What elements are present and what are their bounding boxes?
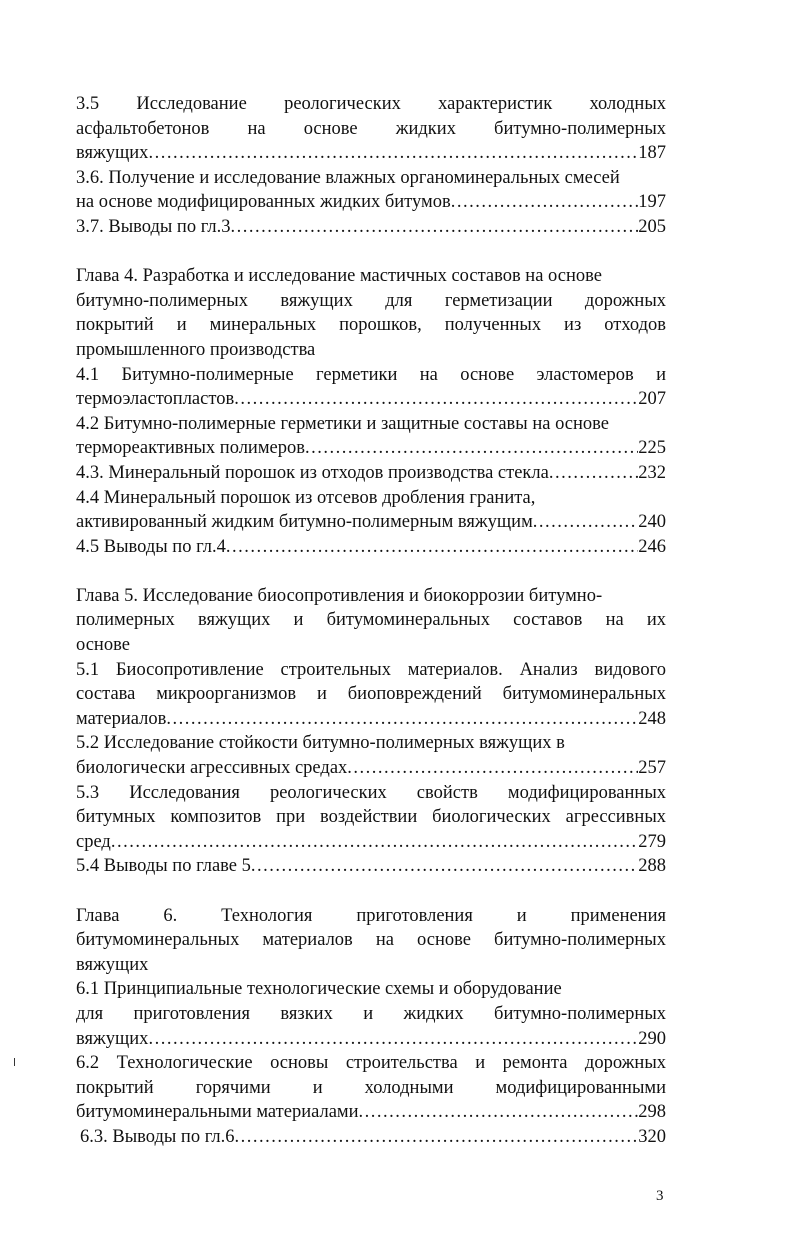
toc-line: 5.3 Исследования реологических свойств модифицированных (76, 782, 666, 803)
scan-mark (14, 1058, 15, 1066)
chapter-5-heading: Глава 5. Исследование биосопротивления и биокоррозии битумно- (76, 585, 603, 606)
dot-leader (533, 510, 638, 535)
toc-entry-text: 3.7. Выводы по гл.3 (76, 216, 231, 237)
toc-line: битумоминеральных материалов на основе битумно-полимерных (76, 930, 666, 951)
toc-entry-4-1 (76, 387, 666, 412)
toc-line: покрытий и минеральных порошков, полученных из отходов (76, 315, 666, 336)
toc-line: для приготовления вязких и жидких битумно-полимерных (76, 1003, 666, 1024)
toc-entry-4-3 (76, 461, 666, 486)
toc-line: 6.2 Технологические основы строительства и ремонта дорожных (76, 1053, 666, 1074)
toc-page-number: 298 (638, 1102, 666, 1123)
toc-page-number: 240 (638, 512, 666, 533)
dot-leader (226, 535, 638, 560)
toc-page-number: 232 (638, 462, 666, 483)
toc-entry-text: термореактивных полимеров (76, 438, 305, 459)
toc-page-number: 257 (638, 758, 666, 779)
toc-page-number: 248 (638, 708, 666, 729)
toc-line: асфальтобетонов на основе жидких битумно-полимерных (76, 118, 666, 139)
toc-line: вяжущих (76, 954, 149, 975)
toc-entry-text: 4.5 Выводы по гл.4 (76, 536, 226, 557)
dot-leader (451, 190, 639, 215)
toc-page-number: 320 (638, 1126, 666, 1147)
toc-entry-text: сред (76, 831, 111, 852)
dot-leader (148, 141, 638, 166)
toc-entry-4-2 (76, 436, 666, 461)
toc-entry-5-3 (76, 830, 666, 855)
toc-line: 4.2 Битумно-полимерные герметики и защитные составы на основе (76, 413, 609, 434)
toc-line: 5.1 Биосопротивление строительных материалов. Анализ видового (76, 659, 666, 680)
toc-line: 3.6. Получение и исследование влажных органоминеральных смесей (76, 167, 620, 188)
toc-line: битумных композитов при воздействии биологических агрессивных (76, 807, 666, 828)
toc-entry-6-1 (76, 1027, 666, 1052)
toc-entry-4-5 (76, 535, 666, 560)
toc-line: 4.1 Битумно-полимерные герметики на основе эластомеров и (76, 364, 666, 385)
toc-line: 6.1 Принципиальные технологические схемы и оборудование (76, 979, 562, 1000)
toc-entry-4-4 (76, 510, 666, 535)
toc-line: полимерных вяжущих и битумоминеральных составов на их (76, 610, 666, 631)
toc-line: битумно-полимерных вяжущих для герметизации дорожных (76, 290, 666, 311)
toc-entry-text: биологически агрессивных средах (76, 758, 348, 779)
toc-page-number: 207 (638, 389, 666, 410)
toc-page-number: 197 (638, 192, 666, 213)
toc-page-number: 205 (638, 216, 666, 237)
toc-page-number: 279 (638, 831, 666, 852)
toc-line: промышленного производства (76, 339, 316, 360)
page-number: 3 (656, 1188, 664, 1204)
toc-entry-text: материалов (76, 708, 167, 729)
dot-leader (148, 1027, 638, 1052)
chapter-4-heading: Глава 4. Разработка и исследование мастичных составов на основе (76, 266, 602, 287)
toc-entry-5-4 (76, 854, 666, 879)
toc-line: основе (76, 635, 130, 656)
toc-line: 5.2 Исследование стойкости битумно-полимерных вяжущих в (76, 733, 565, 754)
toc-entry-3-6 (76, 190, 666, 215)
dot-leader (234, 1125, 638, 1150)
toc-line: 4.4 Минеральный порошок из отсевов дробления гранита, (76, 487, 536, 508)
dot-leader (305, 436, 638, 461)
toc-page-number: 288 (638, 856, 666, 877)
toc-page-number: 246 (638, 536, 666, 557)
toc-entry-text: термоэластопластов (76, 389, 235, 410)
dot-leader (111, 830, 638, 855)
toc-entry-6-3 (76, 1125, 666, 1150)
dot-leader (230, 215, 638, 240)
toc-entry-text: 6.3. Выводы по гл.6 (80, 1126, 235, 1147)
toc-entry-text: активированный жидким битумно-полимерным вяжущим (76, 512, 533, 533)
toc-page-number: 187 (638, 143, 666, 164)
chapter-6-heading: Глава 6. Технология приготовления и применения (76, 905, 666, 926)
toc-entry-text: вяжущих (76, 1028, 149, 1049)
toc-entry-text: вяжущих (76, 143, 149, 164)
toc-line: покрытий горячими и холодными модифицированными (76, 1077, 666, 1098)
toc-entry-text: битумоминеральными материалами (76, 1102, 359, 1123)
dot-leader (549, 461, 638, 486)
toc-line: 3.5 Исследование реологических характеристик холодных (76, 94, 666, 114)
toc-entry-text: 5.4 Выводы по главе 5 (76, 856, 251, 877)
dot-leader (359, 1100, 639, 1125)
dot-leader (234, 387, 638, 412)
toc-entry-3-5 (76, 141, 666, 166)
toc-page-number: 290 (638, 1028, 666, 1049)
dot-leader (347, 756, 638, 781)
dot-leader (166, 707, 638, 732)
toc-page-number: 225 (638, 438, 666, 459)
toc-entry-3-7 (76, 215, 666, 240)
dot-leader (251, 854, 638, 879)
toc-entry-5-2 (76, 756, 666, 781)
toc-entry-text: на основе модифицированных жидких битумов (76, 192, 451, 213)
toc-line: состава микроорганизмов и биоповреждений битумоминеральных (76, 684, 666, 705)
toc-entry-5-1 (76, 707, 666, 732)
toc-entry-text: 4.3. Минеральный порошок из отходов производства стекла (76, 462, 549, 483)
table-of-contents (76, 92, 666, 1150)
toc-entry-6-2 (76, 1100, 666, 1125)
